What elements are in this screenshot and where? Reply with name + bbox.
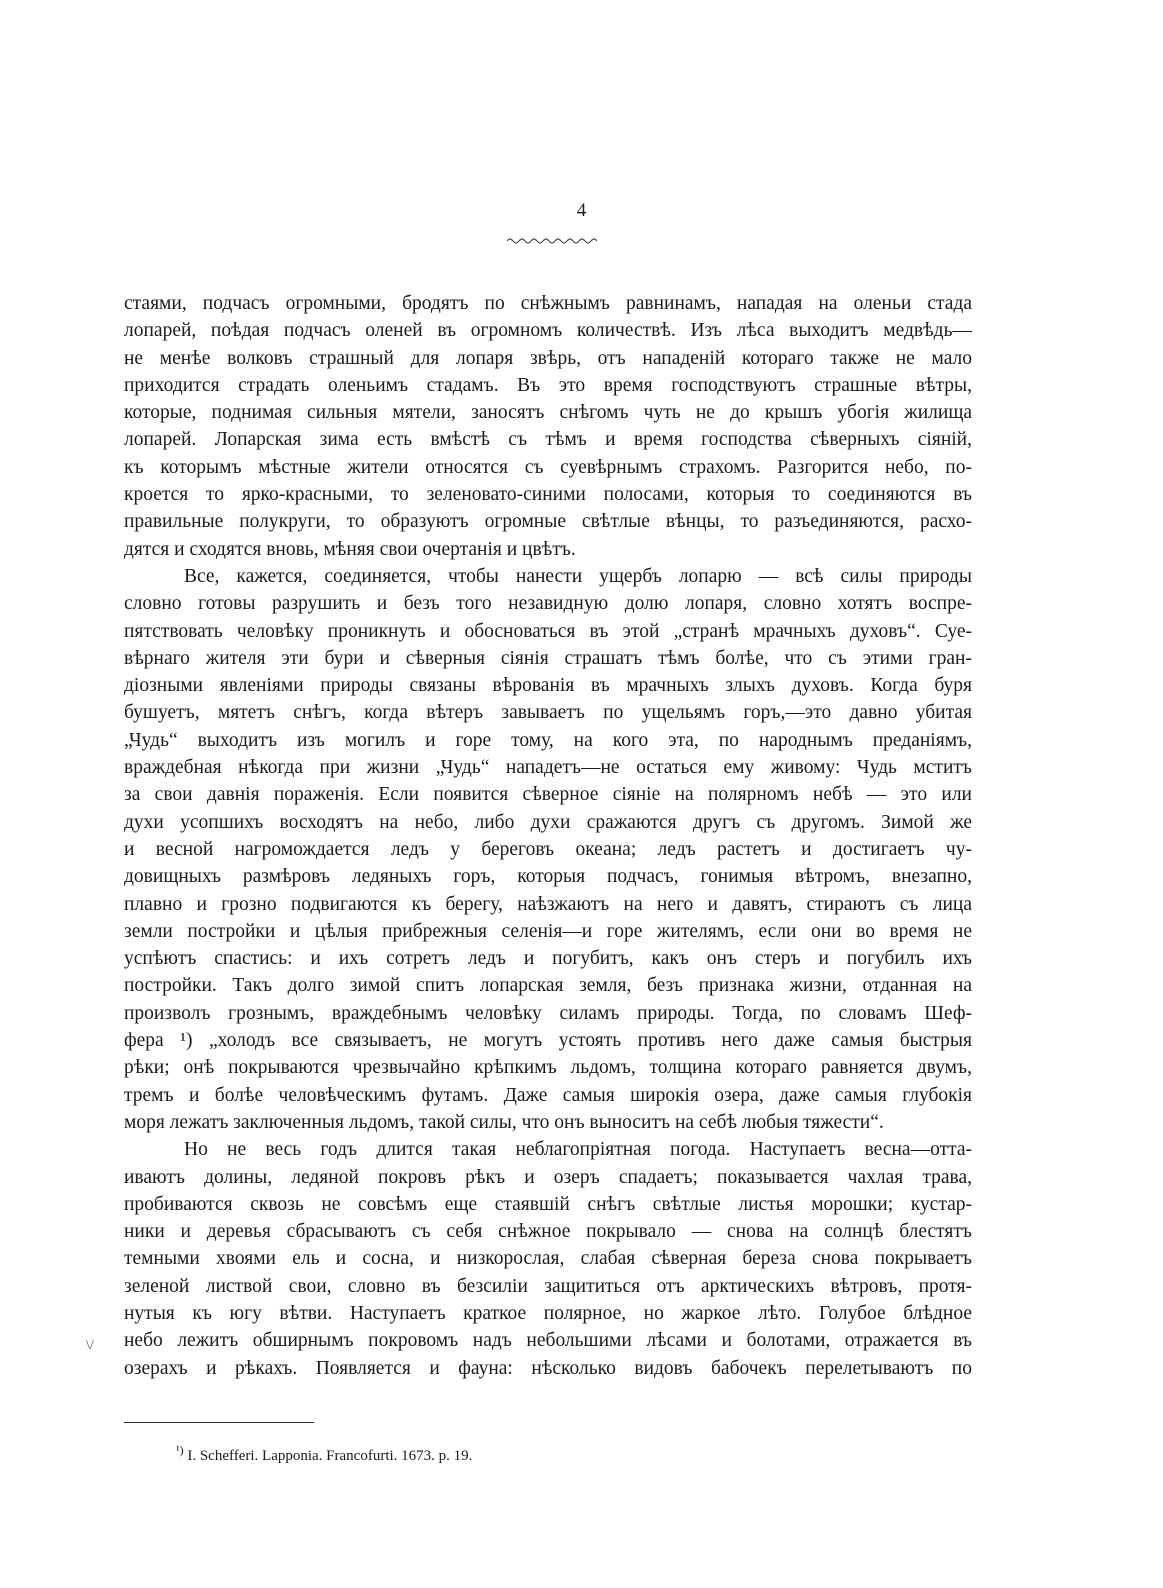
page-number: 4 [576,200,587,221]
footnote [176,1443,472,1465]
text-line: постройки. Такъ долго зимой спитъ лопарская земля, безъ признака жизни, отданная на [124,975,972,997]
text-line: иваютъ долины, ледяной покровъ рѣкъ и озеръ спадаетъ; показывается чахлая трава, [124,1166,972,1188]
text-line: пятствовать человѣку проникнуть и обосноваться въ этой „странѣ мрачныхъ духовъ“. Суе- [124,620,972,642]
text-line: зеленой листвой свои, словно въ безсиліи защититься отъ арктическихъ вѣтровъ, протя- [124,1275,972,1297]
text-line: правильные полукруги, то образуютъ огромные свѣтлые вѣнцы, то разъединяются, расхо- [124,511,972,533]
text-line: приходится страдать оленьимъ стадамъ. Въ это время господствуютъ страшные вѣтры, [124,374,972,396]
text-line: бушуетъ, мятетъ снѣгъ, когда вѣтеръ завываетъ по ущельямъ горъ,—это давно убитая [124,702,972,724]
header-ornament [506,236,598,246]
text-line: довищныхъ размѣровъ ледяныхъ горъ, которыя подчасъ, гонимыя вѣтромъ, внезапно, [124,866,972,888]
text-line: которые, поднимая сильныя мятели, заносятъ снѣгомъ чуть не до крышъ убогія жилища [124,402,972,424]
text-line: земли постройки и цѣлыя прибрежныя селенія—и горе жителямъ, если они во время не [124,920,972,942]
text-line: Все, кажется, соединяется, чтобы нанести ущербъ лопарю — всѣ силы природы [184,565,972,587]
text-line: моря лежатъ заключенныя льдомъ, такой силы, что онъ выноситъ на себѣ любыя тяжести“. [124,1111,884,1133]
footnote-mark: ¹) [176,1443,184,1457]
text-line: фера ¹) „холодъ все связываетъ, не могутъ устоять противъ него даже самыя быстрыя [124,1030,972,1052]
footnote-text: I. Schefferi. Lapponia. Francofurti. 1673. p. 19. [187,1448,473,1464]
text-line: стаями, подчасъ огромными, бродятъ по снѣжнымъ равнинамъ, нападая на оленьи стада [124,293,972,314]
text-line: небо лежитъ обширнымъ покровомъ надъ небольшими лѣсами и болотами, отражается въ [124,1330,972,1352]
body-text [124,290,972,1382]
paragraph-3 [124,1136,972,1382]
text-line: озерахъ и рѣкахъ. Появляется и фауна: нѣсколько видовъ бабочекъ перелетываютъ по [124,1357,972,1379]
text-line: словно готовы разрушить и безъ того незавидную долю лопаря, словно хотятъ воспре- [124,593,972,615]
text-line: плавно и грозно подвигаются къ берегу, наѣзжаютъ на него и давятъ, стираютъ съ лица [124,893,972,915]
paragraph-2 [124,563,972,1136]
text-line: ники и деревья сбрасываютъ съ себя снѣжное покрывало — снова на солнцѣ блестятъ [124,1221,972,1243]
margin-pencil-mark: \/ [86,1338,94,1353]
text-line: не менѣе волковъ страшный для лопаря звѣрь, отъ нападеній котораго также не мало [124,347,972,369]
text-line: духи усопшихъ восходятъ на небо, либо духи сражаются другъ съ другомъ. Зимой же [124,811,972,833]
text-line: „Чудь“ выходитъ изъ могилъ и горе тому, на кого эта, по народнымъ преданіямъ, [124,729,972,751]
text-line: нутыя къ югу вѣтви. Наступаетъ краткое полярное, но жаркое лѣто. Голубое блѣдное [124,1302,972,1324]
text-line: лопарей, поѣдая подчасъ оленей въ огромномъ количествѣ. Изъ лѣса выходитъ медвѣдь— [124,320,972,342]
text-line: пробиваются сквозь не совсѣмъ еще стаявшій снѣгъ свѣтлые листья морошки; кустар- [124,1193,972,1215]
text-line: за свои давнія пораженія. Если появится сѣверное сіяніе на полярномъ небѣ — это или [124,784,972,806]
text-line: враждебная нѣкогда при жизни „Чудь“ нападетъ—не остаться ему живому: Чудь мститъ [124,757,972,779]
text-line: темными хвоями ель и сосна, и низкорослая, слабая сѣверная береза снова покрываетъ [124,1248,972,1270]
footnote-rule [124,1422,314,1423]
text-line: къ которымъ мѣстные жители относятся съ суевѣрнымъ страхомъ. Разгорится небо, по- [124,456,972,478]
paragraph-1 [124,290,972,563]
text-line: рѣки; онѣ покрываются чрезвычайно крѣпкимъ льдомъ, толщина котораго равняется двумъ, [124,1057,972,1079]
text-line: лопарей. Лопарская зима есть вмѣстѣ съ тѣмъ и время господства сѣверныхъ сіяній, [124,429,972,451]
text-line: кроется то ярко-красными, то зеленовато-синими полосами, которыя то соединяются въ [124,484,972,506]
text-line: Но не весь годъ длится такая неблагопріятная погода. Наступаетъ весна—отта- [184,1139,972,1161]
text-line: произволъ грознымъ, враждебнымъ человѣку силамъ природы. Тогда, по словамъ Шеф- [124,1002,972,1024]
text-line: и весной нагромождается ледъ у береговъ океана; ледъ растетъ и достигаетъ чу- [124,838,972,860]
text-line: діозными явленіями природы связаны вѣрованія въ мрачныхъ злыхъ духовъ. Когда буря [124,675,972,697]
text-line: тремъ и болѣе человѣческимъ футамъ. Даже самыя широкія озера, даже самыя глубокія [124,1084,972,1106]
text-line: вѣрнаго жителя эти бури и сѣверныя сіянія страшатъ тѣмъ болѣе, что съ этими гран- [124,647,972,669]
text-line: успѣютъ спастись: и ихъ сотретъ ледъ и погубитъ, какъ онъ стеръ и погубилъ ихъ [124,948,972,970]
text-line: дятся и сходятся вновь, мѣняя свои очертанія и цвѣтъ. [124,538,576,560]
